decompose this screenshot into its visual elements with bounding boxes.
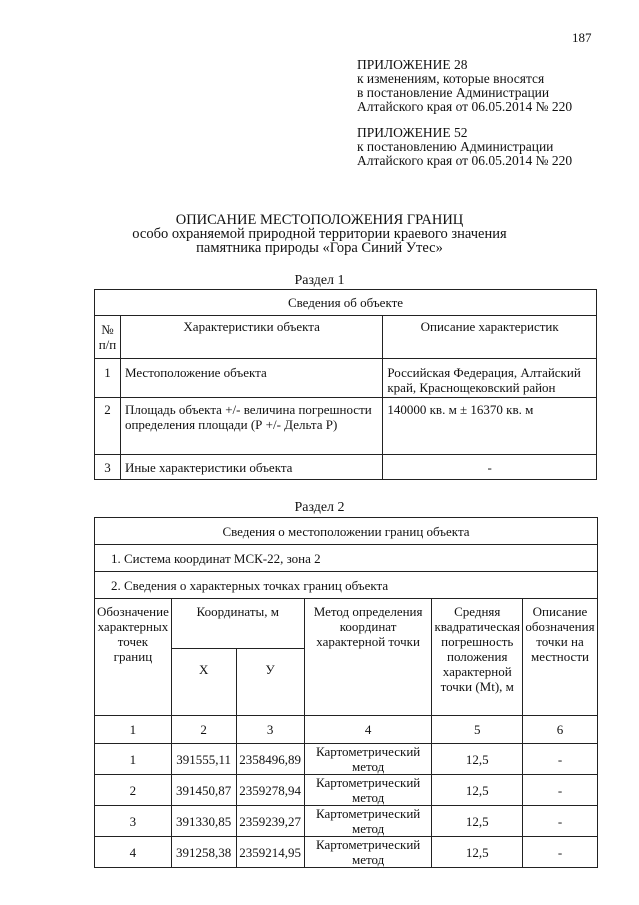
error: 12,5 [432, 837, 523, 868]
coord-y: 2358496,89 [236, 744, 304, 775]
table-row [95, 398, 597, 455]
appendix-28-line: в постановление Администрации [357, 85, 550, 100]
coordinate-system: 1. Система координат МСК-22, зона 2 [95, 545, 598, 572]
method: Картометрический метод [304, 744, 432, 775]
appendix-28-line: к изменениям, которые вносятся [357, 71, 545, 86]
col-desc-header: Описание характеристик [383, 316, 597, 359]
column-numbers-row [95, 716, 598, 744]
point-description: - [522, 837, 597, 868]
section1-header: Сведения об объекте [95, 290, 597, 316]
column-number: 2 [171, 716, 236, 744]
col-point-header: Обозначение характерных точек границ [95, 599, 172, 716]
row-number: 1 [95, 359, 121, 398]
row-characteristic: Иные характеристики объекта [120, 455, 382, 480]
appendix-52-block [357, 126, 572, 168]
col-desc-header: Описание обозначения точки на местности [522, 599, 597, 716]
appendix-52-line: Алтайского края от 06.05.2014 № 220 [357, 153, 573, 168]
col-y-header: У [236, 649, 304, 716]
subtitle-line: особо охраняемой природной территории краевого значения [132, 226, 507, 242]
coord-x: 391330,85 [171, 806, 236, 837]
point-description: - [522, 806, 597, 837]
table-row [95, 359, 597, 398]
column-number: 1 [95, 716, 172, 744]
appendix-28-block [357, 58, 572, 114]
table-row [95, 455, 597, 480]
col-x-header: X [171, 649, 236, 716]
table-row [95, 744, 598, 775]
subtitle-line: памятника природы «Гора Синий Утес» [196, 240, 443, 256]
method: Картометрический метод [304, 837, 432, 868]
error: 12,5 [432, 775, 523, 806]
table-row [95, 806, 598, 837]
coord-x: 391555,11 [171, 744, 236, 775]
col-error-header: Средняя квадратическая погрешность положения характерной точки (Mt), м [432, 599, 523, 716]
row-characteristic: Площадь объекта +/- величина погрешности определения площади (Р +/- Дельта Р) [120, 398, 382, 455]
col-num-header: № п/п [95, 316, 121, 359]
method: Картометрический метод [304, 806, 432, 837]
title-line: ОПИСАНИЕ МЕСТОПОЛОЖЕНИЯ ГРАНИЦ [175, 212, 464, 228]
coord-x: 391258,38 [171, 837, 236, 868]
column-number: 6 [522, 716, 597, 744]
column-number: 5 [432, 716, 523, 744]
point-id: 1 [95, 744, 172, 775]
error: 12,5 [432, 744, 523, 775]
appendix-52-title: ПРИЛОЖЕНИЕ 52 [357, 125, 468, 140]
row-description: 140000 кв. м ± 16370 кв. м [383, 398, 597, 455]
row-number: 3 [95, 455, 121, 480]
col-coords-header: Координаты, м [171, 599, 304, 649]
row-number: 2 [95, 398, 121, 455]
point-description: - [522, 744, 597, 775]
coord-y: 2359278,94 [236, 775, 304, 806]
col-method-header: Метод определения координат характерной точки [304, 599, 432, 716]
page-number: 187 [572, 30, 592, 45]
appendix-28-line: Алтайского края от 06.05.2014 № 220 [357, 99, 573, 114]
row-description: Российская Федерация, Алтайский край, Краснощековский район [383, 359, 597, 398]
col-char-header: Характеристики объекта [120, 316, 382, 359]
column-number: 4 [304, 716, 432, 744]
table-row [95, 775, 598, 806]
coord-y: 2359214,95 [236, 837, 304, 868]
appendix-28-title: ПРИЛОЖЕНИЕ 28 [357, 57, 468, 72]
coord-x: 391450,87 [171, 775, 236, 806]
coord-y: 2359239,27 [236, 806, 304, 837]
section2-table [94, 517, 598, 868]
section1-caption: Раздел 1 [294, 273, 345, 288]
table-row [95, 837, 598, 868]
document-title [0, 213, 639, 255]
appendix-52-line: к постановлению Администрации [357, 139, 554, 154]
error: 12,5 [432, 806, 523, 837]
column-number: 3 [236, 716, 304, 744]
section2-header: Сведения о местоположении границ объекта [95, 518, 598, 545]
section1-table [94, 289, 597, 480]
section2-caption: Раздел 2 [294, 500, 345, 515]
row-characteristic: Местоположение объекта [120, 359, 382, 398]
point-id: 2 [95, 775, 172, 806]
points-info: 2. Сведения о характерных точках границ объекта [95, 572, 598, 599]
row-description: - [383, 455, 597, 480]
point-id: 3 [95, 806, 172, 837]
method: Картометрический метод [304, 775, 432, 806]
point-id: 4 [95, 837, 172, 868]
point-description: - [522, 775, 597, 806]
